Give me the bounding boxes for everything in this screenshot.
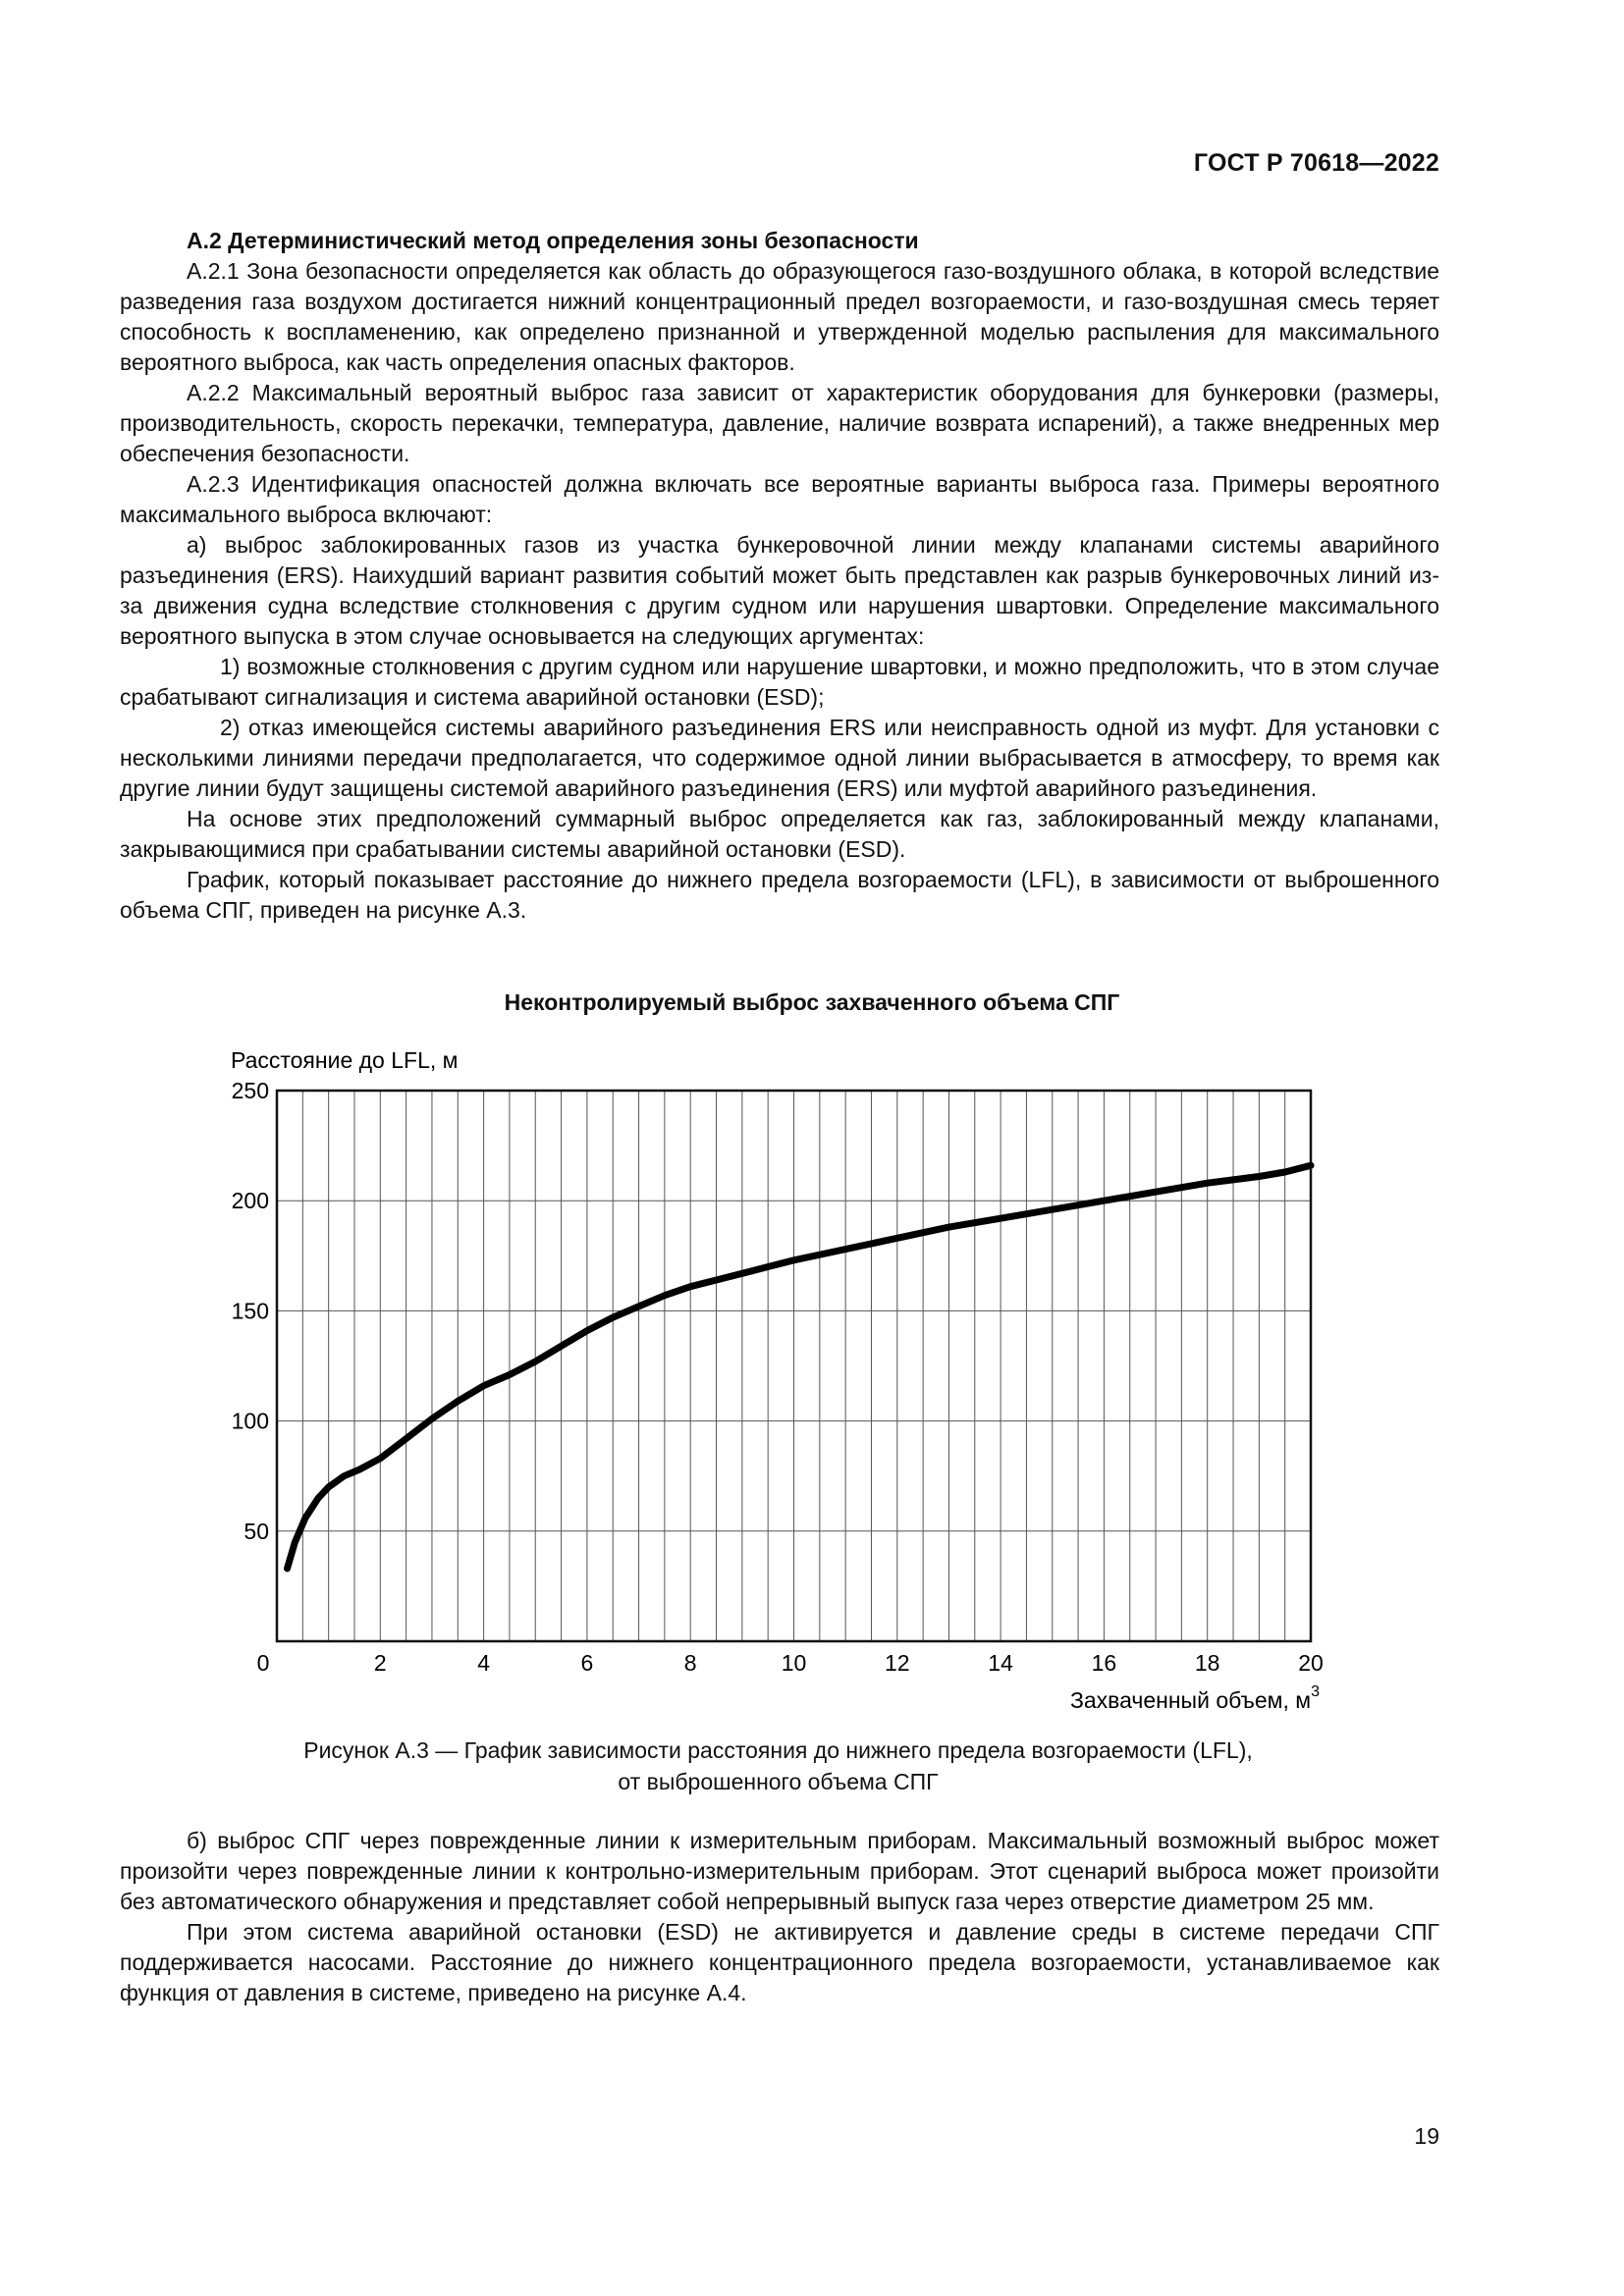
paragraph-item-b: б) выброс СПГ через поврежденные линии к измерительным приборам. Максимальный возможный выброс может произойти через поврежденные линии к контрольно-измерительным приборам. Этот сценарий выброса может произойти без автоматического обнаружения и представляет собой непрерывный выпуск газа через отверстие диаметром 25 мм. — [120, 1828, 1439, 1914]
y-axis-label: Расстояние до LFL, м — [231, 1047, 459, 1073]
figure-caption — [0, 1735, 1556, 1797]
x-tick-label: 14 — [988, 1650, 1013, 1676]
series-line-lfl-distance — [288, 1165, 1312, 1569]
paragraph-a22: А.2.2 Максимальный вероятный выброс газа зависит от характеристик оборудования для бункеровки (размеры, производительность, скорость перекачки, температура, давление, наличие возврата испарений), а также внедренных мер обеспечения безопасности. — [120, 380, 1439, 466]
paragraph-figure-ref: График, который показывает расстояние до нижнего предела возгораемости (LFL), в зависимости от выброшенного объема СПГ, приведен на рисунке А.3. — [120, 867, 1439, 923]
x-tick-label: 6 — [580, 1650, 594, 1676]
y-tick-label: 200 — [231, 1188, 269, 1214]
x-tick-label: 4 — [477, 1650, 490, 1676]
paragraph-subitem-1: 1) возможные столкновения с другим судном или нарушение швартовки, и можно предположить, что в этом случае срабатывают сигнализация и система аварийной остановки (ESD); — [120, 654, 1439, 710]
paragraph-item-a: а) выброс заблокированных газов из участка бункеровочной линии между клапанами системы аварийного разъединения (ERS). Наихудший вариант развития событий может быть представлен как разрыв бункеровочных линий из-за движения судна вследствие столкновения с другим судном или нарушения швартовки. Определение максимального вероятного выпуска в этом случае основывается на следующих аргументах: — [120, 532, 1439, 649]
y-tick-label: 100 — [231, 1408, 269, 1434]
chart-ticks — [232, 1078, 1324, 1676]
paragraph-subitem-2: 2) отказ имеющейся системы аварийного разъединения ERS или неисправность одной из муфт. Для установки с несколькими линиями передачи предполагается, что содержимое одной линии выбрасывается в атмосферу, то время как другие линии будут защищены системой аварийного разъединения (ERS) или муфтой аварийного разъединения. — [120, 715, 1439, 801]
x-tick-label: 16 — [1091, 1650, 1117, 1676]
y-tick-label: 250 — [231, 1078, 269, 1103]
paragraph-esd: При этом система аварийной остановки (ESD) не активируется и давление среды в системе передачи СПГ поддерживается насосами. Расстояние до нижнего концентрационного предела возгораемости, устанавливаемое как функция от давления в системе, приведено на рисунке А.4. — [120, 1919, 1439, 2005]
paragraph-a21: А.2.1 Зона безопасности определяется как область до образующегося газо-воздушного облака, в которой вследствие разведения газа воздухом достигается нижний концентрационный предел возгораемости, и газо-воздушная смесь теряет способность к воспламенению, как определено признанной и утвержденной моделью распыления для максимального вероятного выброса, как часть определения опасных факторов. — [120, 258, 1439, 375]
section-heading: А.2 Детерминистический метод определения зоны безопасности — [187, 228, 919, 253]
x-tick-label: 2 — [373, 1650, 387, 1676]
y-tick-label: 150 — [231, 1298, 269, 1324]
section-item-b — [120, 1826, 1439, 2008]
caption-line-1: Рисунок А.3 — График зависимости расстояния до нижнего предела возгораемости (LFL), — [303, 1737, 1253, 1763]
x-tick-label: 10 — [781, 1650, 807, 1676]
document-code: ГОСТ Р 70618—2022 — [1193, 149, 1439, 177]
y-tick-label: 50 — [244, 1518, 269, 1544]
caption-line-2: от выброшенного объема СПГ — [618, 1769, 939, 1794]
paragraph-a23: А.2.3 Идентификация опасностей должна включать все вероятные варианты выброса газа. Примеры вероятного максимального выброса включают: — [120, 471, 1439, 527]
x-tick-label: 0 — [256, 1650, 270, 1676]
x-tick-label: 8 — [683, 1650, 697, 1676]
lfl-distance-chart — [196, 1031, 1335, 1718]
x-tick-label: 18 — [1194, 1650, 1220, 1676]
page-number: 19 — [1414, 2123, 1439, 2149]
paragraph-assumptions: На основе этих предположений суммарный выброс определяется как газ, заблокированный между клапанами, закрывающимися при срабатывании системы аварийной остановки (ESD). — [120, 806, 1439, 862]
section-a2 — [120, 226, 1439, 926]
chart-title: Неконтролируемый выброс захваченного объема СПГ — [504, 989, 1120, 1015]
chart-grid — [277, 1091, 1311, 1641]
x-tick-label: 20 — [1298, 1650, 1324, 1676]
x-tick-label: 12 — [885, 1650, 910, 1676]
x-axis-label: Захваченный объем, $м^3$ — [1069, 1683, 1320, 1713]
